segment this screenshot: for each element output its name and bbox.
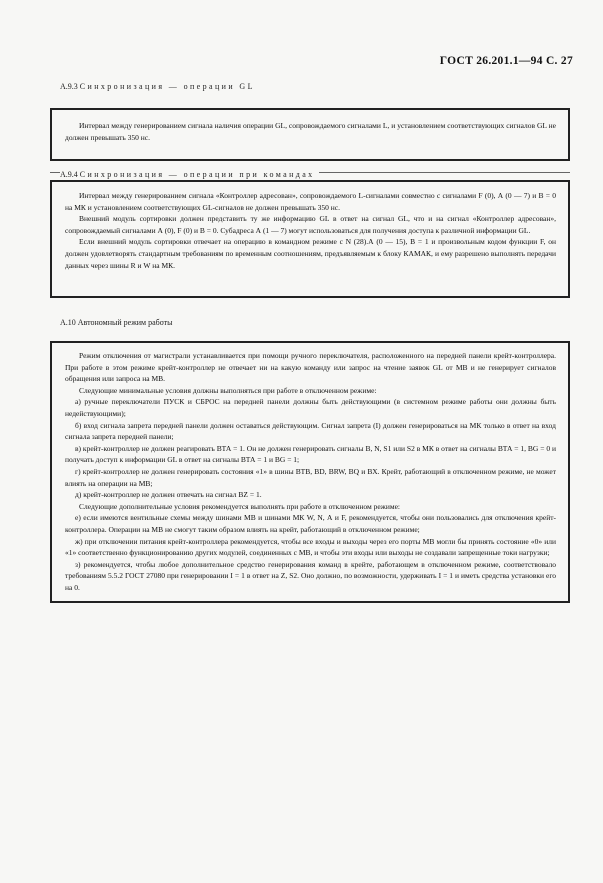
- section-a94-heading: [60, 170, 319, 179]
- paragraph: Если внешний модуль сортировки отвечает на операцию в командном режиме с N (28).А (0 — 15), В = 1 и произвольным кодом функции F, он должен удовлетворять стандартным требованиям по временным соотношениям, предъявляемым к блоку КАМАК, и ему разрешено выполнять передачи данных через шины R и W на МК.: [65, 237, 556, 270]
- section-title: Синхронизация — операции при командах: [79, 170, 315, 179]
- section-number: А.9.3: [60, 82, 78, 91]
- list-item: з) рекомендуется, чтобы любое дополнительное средство генерирования команд в крейте, работающем в отключенном режиме, соответствовало требованиям 5.5.2 ГОСТ 27080 при генерировании I = 1 в ответ на Z, S2. Оно должно, по возможности, удерживать I = 1 и иметь средства установки его на 0.: [65, 559, 556, 592]
- section-title: Синхронизация — операции GL: [79, 82, 255, 91]
- section-a94-box: [50, 180, 570, 298]
- section-a93-box: [50, 108, 570, 161]
- page-header: ГОСТ 26.201.1—94 С. 27: [439, 55, 573, 67]
- list-item: а) ручные переключатели ПУСК и СБРОС на передней панели должны быть действующими (в системном режиме работы они должны быть недействующими);: [65, 397, 556, 418]
- list-item: б) вход сигнала запрета передней панели должен оставаться действующим. Сигнал запрета (I) должен генерироваться на МК только в ответ на вход сигнала запрета передней панели;: [65, 420, 556, 442]
- paragraph: Следующие минимальные условия должны выполняться при работе в отключенном режиме:: [79, 385, 377, 395]
- section-number: А.10: [60, 318, 76, 327]
- paragraph: Интервал между генерированием сигнала «Контроллер адресован», сопровождаемого L-сигналами совместно с сигналами F (0), А (0 — 7) и В = 0 на МК и установлением соответствующих GL-сигналов не должен превышать 350 нс.: [65, 191, 556, 212]
- paragraph: Внешний модуль сортировки должен представить ту же информацию GL в ответ на сигнал GL, что и на сигнал «Контроллер адресован», сопровождаемый сигналами А (0), F (0) и В = 0. Субадреса А (1 — 7) могут использоваться для получения доступа к различной информации GL.: [65, 214, 556, 235]
- section-number: А.9.4: [60, 170, 78, 179]
- paragraph: Следующие дополнительные условия рекомендуется выполнять при работе в отключенном режиме:: [79, 501, 401, 511]
- list-item: д) крейт-контроллер не должен отвечать на сигнал BZ = 1.: [75, 490, 262, 500]
- section-a10-box: [50, 341, 570, 603]
- list-item: г) крейт-контроллер не должен генерировать состояния «1» в шины ВТВ, BD, BRW, BQ и ВХ. Крейт, работающий в отключенном режиме, не может влиять на операции на МВ;: [65, 466, 556, 488]
- section-title: Автономный режим работы: [77, 318, 173, 327]
- section-a93-heading: [60, 82, 255, 91]
- section-a10-heading: [60, 318, 172, 327]
- list-item: е) если имеются вентильные схемы между шинами МВ и шинами МК W, N, А и F, рекомендуется, чтобы они пользовались для отключения крейт-контроллера. Операции на МВ не смогут таким образом влиять на крейт, работающий в отключенном режиме;: [65, 513, 556, 534]
- paragraph: Интервал между генерированием сигнала наличия операции GL, сопровождаемого сигналами L, и установлением соответствующих сигналов GL не должен превышать 350 нс.: [65, 121, 556, 142]
- paragraph: Режим отключения от магистрали устанавливается при помощи ручного переключателя, расположенного на передней панели крейт-контроллера. При работе в этом режиме крейт-контроллер не отвечает ни на какую команду или запрос на чтение заявок GL от МВ и не генерирует сигналов обращения или запроса на МВ.: [65, 351, 556, 384]
- list-item: ж) при отключении питания крейт-контроллера рекомендуется, чтобы все входы и выходы через его порты МВ могли бы принять состояние «0» или «1» соответственно функционированию других модулей, соединенных с МВ, и чтобы эти входы или выходы не создавали запрещенные токи нагрузки;: [65, 536, 556, 558]
- list-item: в) крейт-контроллер не должен реагировать ВТА = 1. Он не должен генерировать сигналы В, N, S1 или S2 в МК в ответ на сигналы ВТА = 1, BG = 0 и получать доступ к информации GL в ответ на сигналы ВТА = 1 и BG = 1;: [65, 443, 556, 465]
